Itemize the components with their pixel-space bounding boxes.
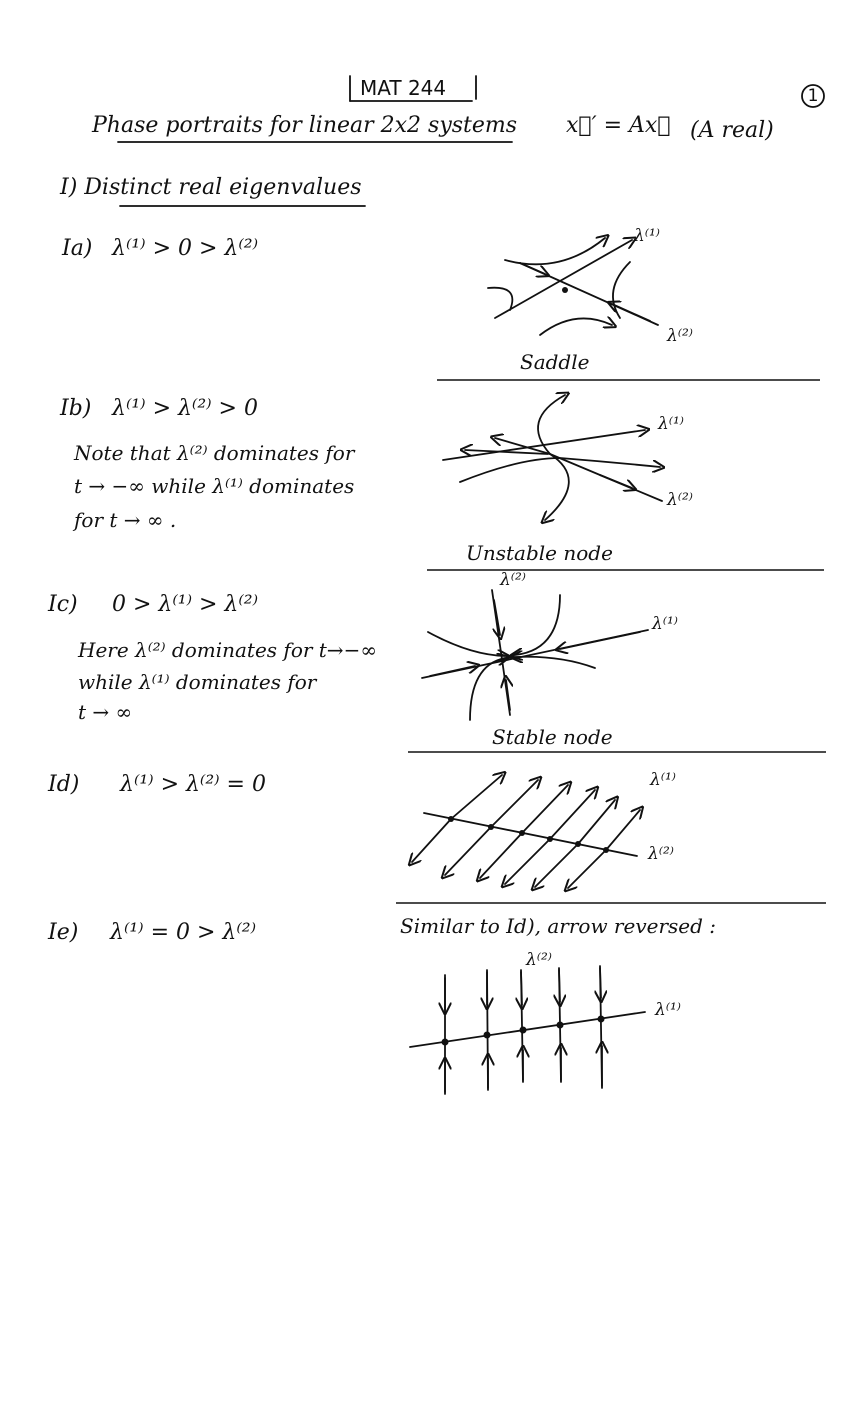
ie-eig2-label: λ⁽²⁾	[526, 950, 552, 970]
case-ie-label: Ie)	[48, 920, 79, 945]
ie-caption: Similar to Id), arrow reversed :	[400, 914, 717, 938]
system-equation: x⃗′ = Ax⃗	[566, 113, 671, 138]
section-heading: I) Distinct real eigenvalues	[60, 175, 362, 200]
stable-eig2-label: λ⁽²⁾	[500, 570, 526, 590]
stable-node-caption: Stable node	[492, 725, 613, 749]
case-ib-note-line-1: Note that λ⁽²⁾ dominates for	[74, 441, 355, 465]
equation-qualifier: (A real)	[690, 118, 774, 143]
unstable-eig1-label: λ⁽¹⁾	[658, 414, 684, 434]
saddle-eig1-label: λ⁽¹⁾	[634, 226, 660, 246]
case-ic-condition: 0 > λ⁽¹⁾ > λ⁽²⁾	[112, 592, 258, 617]
case-ic-note-line-3: t → ∞	[78, 700, 133, 724]
saddle-caption: Saddle	[520, 350, 590, 374]
unstable-eig2-label: λ⁽²⁾	[667, 490, 693, 510]
unstable-node-portrait	[443, 395, 662, 520]
case-ic-note-line-1: Here λ⁽²⁾ dominates for t→−∞	[78, 638, 377, 662]
case-ib-note-line-2: t → −∞ while λ⁽¹⁾ dominates	[74, 474, 355, 498]
case-ie-condition: λ⁽¹⁾ = 0 > λ⁽²⁾	[110, 920, 256, 945]
course-code: MAT 244	[360, 76, 447, 100]
page-number: 1	[807, 86, 819, 106]
course-box	[350, 76, 476, 101]
case-id-label: Id)	[48, 772, 80, 797]
case-ia-label: Ia)	[62, 236, 93, 261]
case-ic-note-line-2: while λ⁽¹⁾ dominates for	[78, 670, 317, 694]
id-eig1-label: λ⁽¹⁾	[650, 770, 676, 790]
saddle-eig2-label: λ⁽²⁾	[667, 326, 693, 346]
unstable-node-caption: Unstable node	[466, 541, 613, 565]
page-title: Phase portraits for linear 2x2 systems	[92, 113, 518, 138]
case-ic-label: Ic)	[48, 592, 78, 617]
saddle-portrait	[488, 238, 658, 335]
page-number-circle	[802, 85, 824, 107]
case-ib-note-line-3: for t → ∞ .	[74, 508, 177, 532]
case-id-condition: λ⁽¹⁾ > λ⁽²⁾ = 0	[120, 772, 266, 797]
id-eig2-label: λ⁽²⁾	[648, 844, 674, 864]
case-ia-condition: λ⁽¹⁾ > 0 > λ⁽²⁾	[112, 236, 258, 261]
ie-eig1-label: λ⁽¹⁾	[655, 1000, 681, 1020]
case-ib-condition: λ⁽¹⁾ > λ⁽²⁾ > 0	[112, 396, 258, 421]
ie-portrait	[410, 966, 645, 1094]
stable-node-portrait	[422, 590, 648, 720]
case-ib-label: Ib)	[60, 396, 92, 421]
id-portrait	[412, 775, 640, 888]
stable-eig1-label: λ⁽¹⁾	[652, 614, 678, 634]
